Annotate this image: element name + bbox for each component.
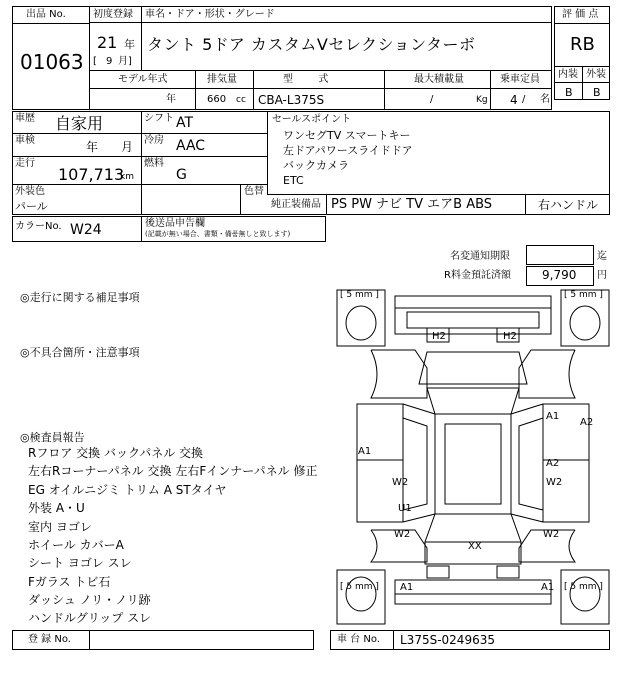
hood: [419, 352, 527, 384]
roof: [435, 414, 511, 514]
divider: [525, 194, 526, 215]
history-value: 自家用: [55, 114, 104, 133]
defects-label: ◎不具合箇所・注意事項: [20, 346, 140, 359]
recycle-unit: 円: [597, 270, 607, 281]
capacity-slash: /: [522, 94, 526, 105]
first-reg-month-open: [: [93, 56, 97, 67]
inspector-line: 外装 A・U: [28, 501, 85, 515]
inspector-line: 左右Rコーナーパネル 交換 左右Fインナーパネル 修正: [28, 464, 318, 478]
divider: [267, 111, 268, 194]
exterior-grade: B: [593, 86, 601, 99]
mileage-value: 107,713: [58, 165, 125, 184]
rear-lamp-right: [497, 566, 519, 578]
car-damage-diagram: [335, 288, 611, 626]
tire-depth-bottom-left: [ 5 mm ]: [340, 582, 379, 592]
color-no-label: カラーNo.: [15, 221, 62, 232]
left-front-fender: [371, 350, 427, 398]
inspector-line: ハンドルグリップ スレ: [28, 611, 152, 625]
sales-point-1: ワンセグTV スマートキー: [283, 129, 411, 142]
reg-label: 登 録 No.: [28, 634, 71, 645]
inspector-label: ◎検査員報告: [20, 431, 85, 444]
divider: [141, 22, 142, 70]
divider: [89, 22, 552, 23]
sales-point-3: バックカメラ: [283, 159, 349, 172]
divider: [253, 70, 254, 110]
lot-number: 01063: [20, 50, 84, 74]
fuel-label: 燃料: [144, 158, 164, 169]
divider: [326, 194, 327, 215]
first-reg-month-unit: 月]: [118, 56, 132, 67]
rating-label: 評 価 点: [562, 9, 599, 20]
mileage-label: 走行: [15, 158, 35, 169]
shift-value: AT: [176, 115, 194, 131]
postal-note: (記載が無い場合、書類・備품無しと致します): [145, 230, 291, 238]
steering-value: 右ハンドル: [538, 198, 599, 212]
model-year-unit: 年: [166, 94, 176, 105]
divider: [89, 70, 552, 71]
damage-mark: A1: [546, 411, 560, 422]
deadline-box: [526, 245, 594, 265]
chassis-number: L375S-0249635: [400, 633, 495, 647]
lot-label: 出品 No.: [26, 9, 66, 20]
inspector-line: EG オイルニジミ トリム A STタイヤ: [28, 483, 227, 497]
inspector-line: ホイール カバーA: [28, 538, 124, 552]
damage-mark: A1: [400, 582, 414, 593]
sales-point-2: 左ドアパワースライドドア: [283, 144, 413, 157]
damage-mark: A1: [358, 446, 372, 457]
fuel-value: G: [176, 167, 187, 183]
color-no-value: W24: [70, 222, 102, 238]
divider: [12, 133, 267, 134]
divider: [384, 70, 385, 110]
windshield: [427, 388, 519, 414]
tire-depth-top-left: [ 5 mm ]: [340, 290, 379, 300]
exterior-label: 外装: [586, 69, 606, 80]
right-front-fender: [519, 350, 575, 398]
tire-box-bottom-left: [337, 570, 385, 624]
first-reg-month: 9: [106, 56, 113, 67]
tire-circle: [570, 306, 600, 340]
displacement-label: 排気量: [207, 74, 237, 85]
first-reg-year-unit: 年: [124, 38, 135, 51]
recycle-label: R料金預託済額: [444, 270, 511, 281]
equipment-label: 純正装備品: [271, 199, 321, 210]
damage-mark: A2: [546, 458, 560, 469]
tire-depth-bottom-right: [ 5 mm ]: [564, 582, 603, 592]
ac-label: 冷房: [144, 135, 164, 146]
car-name: タント 5ドア カスタムVセレクションターボ: [147, 35, 476, 54]
divider: [12, 23, 89, 24]
inspection-year: 年: [86, 140, 99, 154]
rear-bumper-lower: [395, 594, 551, 604]
sales-point-4: ETC: [283, 174, 304, 187]
inspector-line: 室内 ヨゴレ: [28, 520, 92, 534]
damage-mark: A1: [541, 582, 555, 593]
deadline-label: 名変通知期限: [450, 251, 510, 262]
capacity-label: 乗車定員: [500, 74, 540, 85]
left-side-body: [357, 404, 403, 522]
tire-circle: [346, 306, 376, 340]
damage-mark: W2: [392, 477, 409, 488]
load-label: 最大積載量: [414, 74, 464, 85]
deadline-unit: 迄: [597, 251, 607, 262]
damage-mark: W2: [543, 529, 560, 540]
rear-bumper: [395, 580, 551, 594]
repaint-label: 色替: [244, 186, 264, 197]
equipment-value: PS PW ナビ TV エアB ABS: [331, 197, 493, 212]
ac-value: AAC: [176, 138, 206, 154]
divider: [267, 194, 610, 195]
divider: [141, 216, 142, 242]
divider: [141, 111, 142, 215]
damage-mark: H2: [432, 331, 446, 342]
load-unit: Kg: [476, 95, 488, 105]
rear-lamp-left: [427, 566, 449, 578]
capacity-unit: 名: [540, 94, 550, 105]
divider: [582, 66, 583, 100]
interior-label: 内装: [558, 69, 578, 80]
interior-grade: B: [565, 86, 573, 99]
inspector-line: シート ヨゴレ スレ: [28, 556, 132, 570]
divider: [554, 23, 610, 24]
divider: [89, 88, 552, 89]
first-reg-label: 初度登録: [93, 9, 133, 20]
roof-inner: [445, 424, 501, 504]
driving-notes-label: ◎走行に関する補足事項: [20, 291, 140, 304]
divider: [12, 184, 267, 185]
divider: [393, 630, 394, 650]
front-grille: [407, 312, 539, 328]
damage-mark: W2: [394, 529, 411, 540]
divider: [240, 184, 241, 215]
damage-mark: A2: [580, 417, 594, 428]
model-type: CBA-L375S: [258, 93, 325, 107]
shift-label: シフト: [144, 113, 174, 124]
postal-label: 後送品申告欄: [145, 218, 205, 229]
color-value: パール: [15, 200, 48, 213]
front-bumper: [395, 296, 551, 308]
inspector-line: Fガラス トビ石: [28, 575, 111, 589]
model-year-label: モデル年式: [118, 74, 168, 85]
divider: [141, 6, 142, 22]
rear-window: [425, 514, 521, 542]
recycle-amount: 9,790: [542, 268, 577, 282]
divider: [195, 70, 196, 110]
divider: [89, 630, 90, 650]
damage-mark: H2: [503, 331, 517, 342]
load-value: /: [430, 94, 434, 105]
first-reg-year: 21: [97, 33, 118, 52]
divider: [12, 156, 267, 157]
tire-box-bottom-right: [561, 570, 609, 624]
damage-mark: U1: [398, 503, 412, 514]
color-label: 外装色: [15, 186, 45, 197]
capacity-value: 4: [510, 93, 518, 107]
displacement-unit: cc: [236, 95, 246, 105]
divider: [490, 70, 491, 110]
sales-label: セールスポイント: [272, 114, 352, 125]
type-label: 型 式: [283, 74, 329, 85]
inspection-month: 月: [121, 140, 134, 154]
displacement-value: 660: [207, 94, 227, 105]
mileage-unit: km: [120, 172, 134, 182]
chassis-label: 車 台 No.: [337, 634, 380, 645]
damage-mark: XX: [468, 541, 482, 552]
inspection-label: 車検: [15, 135, 35, 146]
rating-value: RB: [570, 34, 595, 55]
inspector-line: ダッシュ ノリ・ノリ跡: [28, 593, 151, 607]
name-label: 車名・ドア・形状・グレード: [145, 9, 275, 20]
tire-depth-top-right: [ 5 mm ]: [564, 290, 603, 300]
damage-mark: W2: [546, 477, 563, 488]
history-label: 車歴: [15, 113, 35, 124]
inspector-line: Rフロア 交換 バックパネル 交換: [28, 446, 204, 460]
